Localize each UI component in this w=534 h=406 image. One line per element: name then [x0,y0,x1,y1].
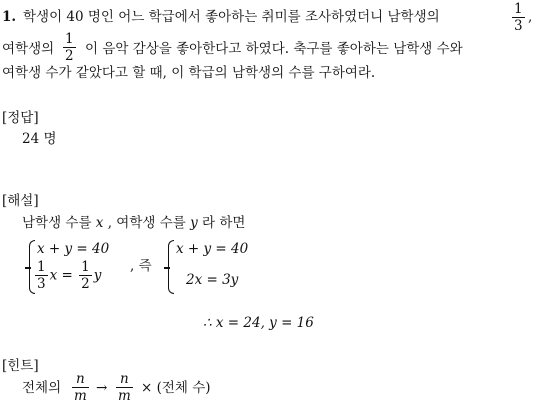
variable-x: x [95,215,104,231]
fraction-numerator: 1 [514,1,523,17]
equation-part: x = [49,267,73,284]
arrow: → [96,380,108,396]
intro-text: 라 하면 [202,215,246,231]
hint-fraction [114,372,135,404]
left-brace [168,240,174,294]
hint-text-start: 전체의 [22,380,62,396]
answer-label: [정답] [2,110,39,126]
problem-line2-end: 이 음악 감상을 좋아한다고 하였다. 축구를 좋아하는 남학생 수와 [85,41,463,57]
system2-equation2: 2x = 3y [186,272,239,288]
conclusion: ∴ x = 24, y = 16 [203,315,314,331]
solution-intro [22,217,245,231]
fraction-numerator: 1 [65,31,74,47]
variable-y: y [190,215,198,231]
intro-text: 남학생 수를 [22,215,92,231]
fraction-denominator: m [74,387,87,404]
fraction-denominator: 3 [37,275,46,292]
fraction-boys [510,2,527,34]
fraction-denominator: 3 [514,17,523,34]
intro-text: , 여학생 수를 [107,215,186,231]
solution-label: [해설] [2,193,39,209]
fraction-numerator: 1 [81,259,90,275]
hint-text-end: × (전체 수) [141,380,211,396]
fraction-girls [61,32,78,64]
fraction-denominator: m [118,387,131,404]
equation-part: y [93,267,102,284]
fraction-numerator: n [120,371,129,387]
problem-line3: 여학생 수가 같았다고 할 때, 이 학급의 남학생의 수를 구하여라. [2,65,376,81]
fraction-numerator: 1 [37,259,46,275]
comma: , [528,9,533,25]
system2-equation1: x + y = 40 [176,241,249,257]
problem-line1: 학생이 40 명인 어느 학급에서 좋아하는 취미를 조사하였더니 남학생의 [23,9,440,25]
system1-equation1: x + y = 40 [37,241,110,257]
problem-line2-start: 여학생의 [2,41,55,57]
fraction-numerator: n [76,371,85,387]
hint-fraction [70,372,91,404]
hint-label: [힌트] [2,358,39,374]
fraction-denominator: 2 [65,47,74,64]
fraction-denominator: 2 [81,275,90,292]
connector-text: , 즉 [130,258,152,274]
system1-equation2 [33,260,101,292]
answer-value: 24 명 [22,131,57,147]
problem-number: 1. [2,9,17,25]
